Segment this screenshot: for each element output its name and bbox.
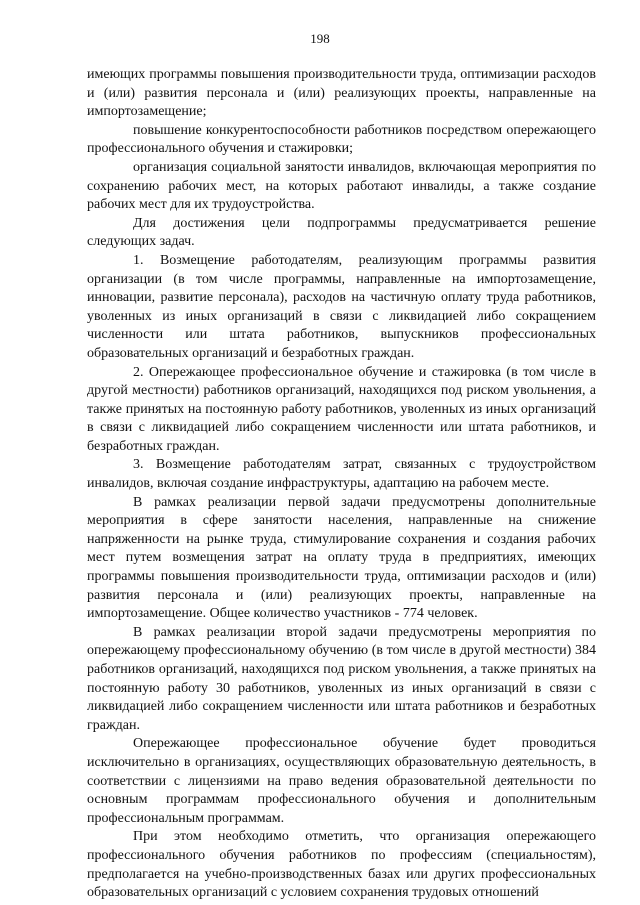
paragraph-continuation: имеющих программы повышения производительности труда, оптимизации расходов и (или) развития персонала и (или) реализующих проекты, направленные на импортозамещение; <box>87 67 596 120</box>
page-number: 198 <box>310 31 330 46</box>
paragraph-task-2: 2. Опережающее профессиональное обучение и стажировка (в том числе в другой местности) работников организаций, находящихся под риском увольнения, а также принятых на постоянную работу работников, уволенных из иных организаций в связи с ликвидацией либо сокращением численности или штата работников, и безработных граждан. <box>87 364 596 454</box>
paragraph-list-item: повышение конкурентоспособности работников посредством опережающего профессионального обучения и стажировки; <box>87 122 596 157</box>
body-text <box>87 66 596 903</box>
paragraph-tasks-intro: Для достижения цели подпрограммы предусматривается решение следующих задач. <box>87 215 596 250</box>
paragraph-task-1: 1. Возмещение работодателям, реализующим программы развития организации (в том числе программы, направленные на импортозамещение, инновации, развитие персонала), расходов на частичную оплату труда работников, уволенных из иных организаций в связи с ликвидацией либо сокращением численности или штата работников, выпускников профессиональных образовательных организаций и безработных граждан. <box>87 252 596 361</box>
paragraph-training-conditions: Опережающее профессиональное обучение будет проводиться исключительно в организациях, осуществляющих образовательную деятельность, в соответствии с лицензиями на право ведения образовательной деятельности по основным программам профессионального обучения и дополнительным профессиональным программам. <box>87 736 596 826</box>
paragraph-task-3: 3. Возмещение работодателям затрат, связанных с трудоустройством инвалидов, включая создание инфраструктуры, адаптацию на рабочем месте. <box>87 457 596 492</box>
paragraph-list-item: организация социальной занятости инвалидов, включающая мероприятия по сохранению рабочих мест, на которых работают инвалиды, а также создание рабочих мест для их трудоустройства. <box>87 159 596 213</box>
paragraph-training-organization: При этом необходимо отметить, что организация опережающего профессионального обучения работников по профессиям (специальностям), предполагается на учебно-производственных базах или других профессиональных образовательных организаций с условием сохранения трудовых отношений <box>87 829 596 901</box>
paragraph-second-task-details: В рамках реализации второй задачи предусмотрены мероприятия по опережающему профессиональному обучению (в том числе в другой местности) 384 работников организаций, находящихся под риском увольнения, а также принятых на постоянную работу 30 работников, уволенных из иных организаций в связи с ликвидацией либо сокращением численности или штата работников и безработных граждан. <box>87 624 596 733</box>
paragraph-first-task-details: В рамках реализации первой задачи предусмотрены дополнительные мероприятия в сфере занятости населения, направленные на снижение напряженности на рынке труда, стимулирование сохранения и создания рабочих мест путем возмещения затрат на оплату труда в предприятиях, имеющих программы повышения производительности труда, оптимизации расходов и (или) развития персонала и (или) реализующих проекты, направленные на импортозамещение. Общее количество участников - 774 человек. <box>87 494 596 622</box>
